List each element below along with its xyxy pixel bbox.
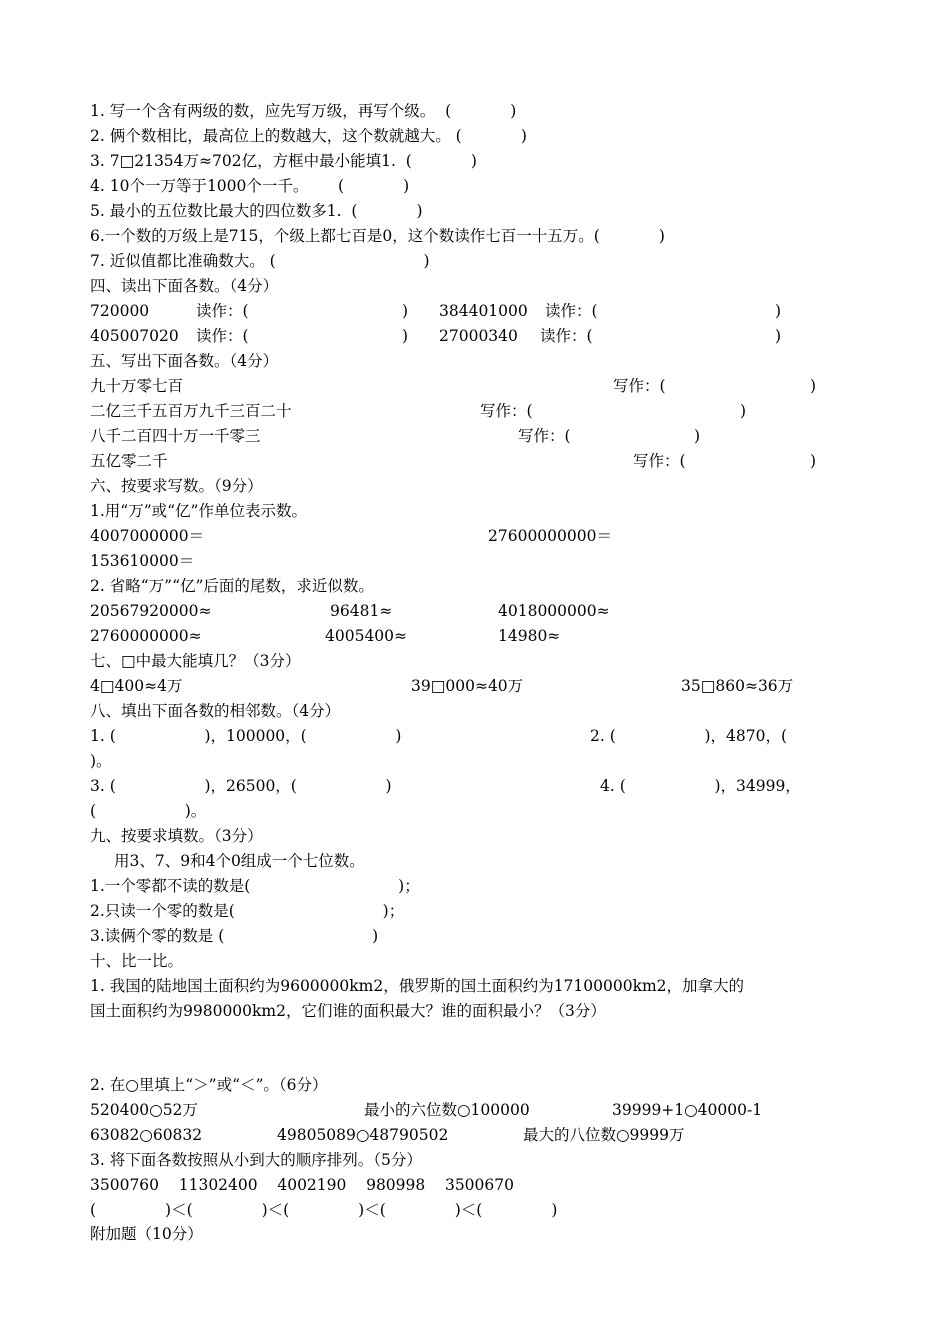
compare-item-4: 63082○60832 <box>90 1126 203 1144</box>
compare-item-6: 最大的八位数○9999万 <box>523 1126 685 1144</box>
approx-item-5: 4005400≈ <box>325 627 408 645</box>
neighbor-item-3: 3. ( )，26500，( ) <box>90 777 392 795</box>
judge-item-7: 7. 近似值都比准确数大。 ( ) <box>90 252 430 270</box>
neighbor-item-4-cont: ( )。 <box>90 802 207 820</box>
compare-item-5: 49805089○48790502 <box>277 1126 449 1144</box>
compose-item-3: 3.读俩个零的数是 ( ) <box>90 927 379 945</box>
read-number-1: 720000 <box>90 302 150 320</box>
compose-item-2: 2.只读一个零的数是( )； <box>90 902 405 920</box>
judge-item-4: 4. 10个一万等于1000个一千。 ( ) <box>90 177 410 195</box>
area-question-line-2: 国土面积约为9980000km2，它们谁的面积最大？谁的面积最小？（3分） <box>90 1002 606 1020</box>
unit-item-3: 153610000＝ <box>90 552 195 570</box>
write-close-2: ) <box>740 402 747 420</box>
write-close-4: ) <box>810 452 817 470</box>
approx-item-4: 2760000000≈ <box>90 627 202 645</box>
approx-item-6: 14980≈ <box>498 627 561 645</box>
fill-digit-3: 35□860≈36万 <box>681 677 794 695</box>
judge-item-3: 3. 7□21354万≈702亿，方框中最小能填1. ( ) <box>90 152 477 170</box>
neighbor-item-4: 4. ( )，34999， <box>600 777 801 795</box>
section-10-title: 十、比一比。 <box>90 952 184 970</box>
read-close-1: ) <box>402 302 409 320</box>
write-item-4: 五亿零二千 <box>90 452 168 470</box>
read-prompt-1: 读作：( <box>196 302 249 320</box>
judge-item-6: 6.一个数的万级上是715，个级上都七百是0，这个数读作七百一十五万。( ) <box>90 227 665 245</box>
sort-answer-blanks: ( )＜( )＜( )＜( )＜( ) <box>90 1201 558 1219</box>
read-prompt-3: 读作：( <box>196 327 249 345</box>
section-4-title: 四、读出下面各数。（4分） <box>90 277 279 295</box>
fill-digit-2: 39□000≈40万 <box>411 677 524 695</box>
read-prompt-2: 读作：( <box>545 302 598 320</box>
write-prompt-2: 写作：( <box>480 402 533 420</box>
compose-intro: 用3、7、9和4个0组成一个七位数。 <box>114 852 365 870</box>
unit-prompt: 1.用“万”或“亿”作单位表示数。 <box>90 502 307 520</box>
judge-item-5: 5. 最小的五位数比最大的四位数多1. ( ) <box>90 202 423 220</box>
section-7-title: 七、□中最大能填几？（3分） <box>90 652 301 670</box>
sort-numbers: 3500760 11302400 4002190 980998 3500670 <box>90 1176 514 1194</box>
write-close-1: ) <box>810 377 817 395</box>
bonus-title: 附加题（10分） <box>90 1225 203 1243</box>
section-9-title: 九、按要求填数。（3分） <box>90 827 263 845</box>
neighbor-item-2-cont: )。 <box>90 752 112 770</box>
approx-item-1: 20567920000≈ <box>90 602 212 620</box>
read-close-4: ) <box>775 327 782 345</box>
judge-item-2: 2. 俩个数相比，最高位上的数越大，这个数就越大。 ( ) <box>90 127 527 145</box>
unit-item-1: 4007000000＝ <box>90 527 205 545</box>
write-close-3: ) <box>694 427 701 445</box>
compare-prompt: 2. 在○里填上“＞”或“＜”。（6分） <box>90 1076 328 1094</box>
compare-item-1: 520400○52万 <box>90 1101 198 1119</box>
read-number-4: 27000340 <box>439 327 518 345</box>
read-prompt-4: 读作：( <box>540 327 593 345</box>
read-number-3: 405007020 <box>90 327 179 345</box>
neighbor-item-2: 2. ( )，4870，( <box>590 727 787 745</box>
read-number-2: 384401000 <box>439 302 528 320</box>
write-prompt-1: 写作：( <box>613 377 666 395</box>
compare-item-2: 最小的六位数○100000 <box>364 1101 530 1119</box>
write-item-3: 八千二百四十万一千零三 <box>90 427 261 445</box>
sort-prompt: 3. 将下面各数按照从小到大的顺序排列。（5分） <box>90 1151 422 1169</box>
approx-item-2: 96481≈ <box>330 602 393 620</box>
area-question-line-1: 1. 我国的陆地国土面积约为9600000km2，俄罗斯的国土面积约为17100000km2，加拿大的 <box>90 977 745 995</box>
read-close-3: ) <box>402 327 409 345</box>
write-item-2: 二亿三千五百万九千三百二十 <box>90 402 292 420</box>
write-prompt-4: 写作：( <box>633 452 686 470</box>
approx-item-3: 4018000000≈ <box>498 602 610 620</box>
compose-item-1: 1.一个零都不读的数是( )； <box>90 877 420 895</box>
write-prompt-3: 写作：( <box>518 427 571 445</box>
judge-item-1: 1. 写一个含有两级的数，应先写万级，再写个级。 ( ) <box>90 102 517 120</box>
compare-item-3: 39999+1○40000-1 <box>612 1101 763 1119</box>
write-item-1: 九十万零七百 <box>90 377 184 395</box>
section-6-title: 六、按要求写数。（9分） <box>90 477 263 495</box>
section-8-title: 八、填出下面各数的相邻数。（4分） <box>90 702 341 720</box>
section-5-title: 五、写出下面各数。（4分） <box>90 352 279 370</box>
read-close-2: ) <box>775 302 782 320</box>
unit-item-2: 27600000000＝ <box>488 527 612 545</box>
approx-prompt: 2. 省略“万”“亿”后面的尾数，求近似数。 <box>90 577 374 595</box>
fill-digit-1: 4□400≈4万 <box>90 677 183 695</box>
neighbor-item-1: 1. ( )，100000，( ) <box>90 727 402 745</box>
